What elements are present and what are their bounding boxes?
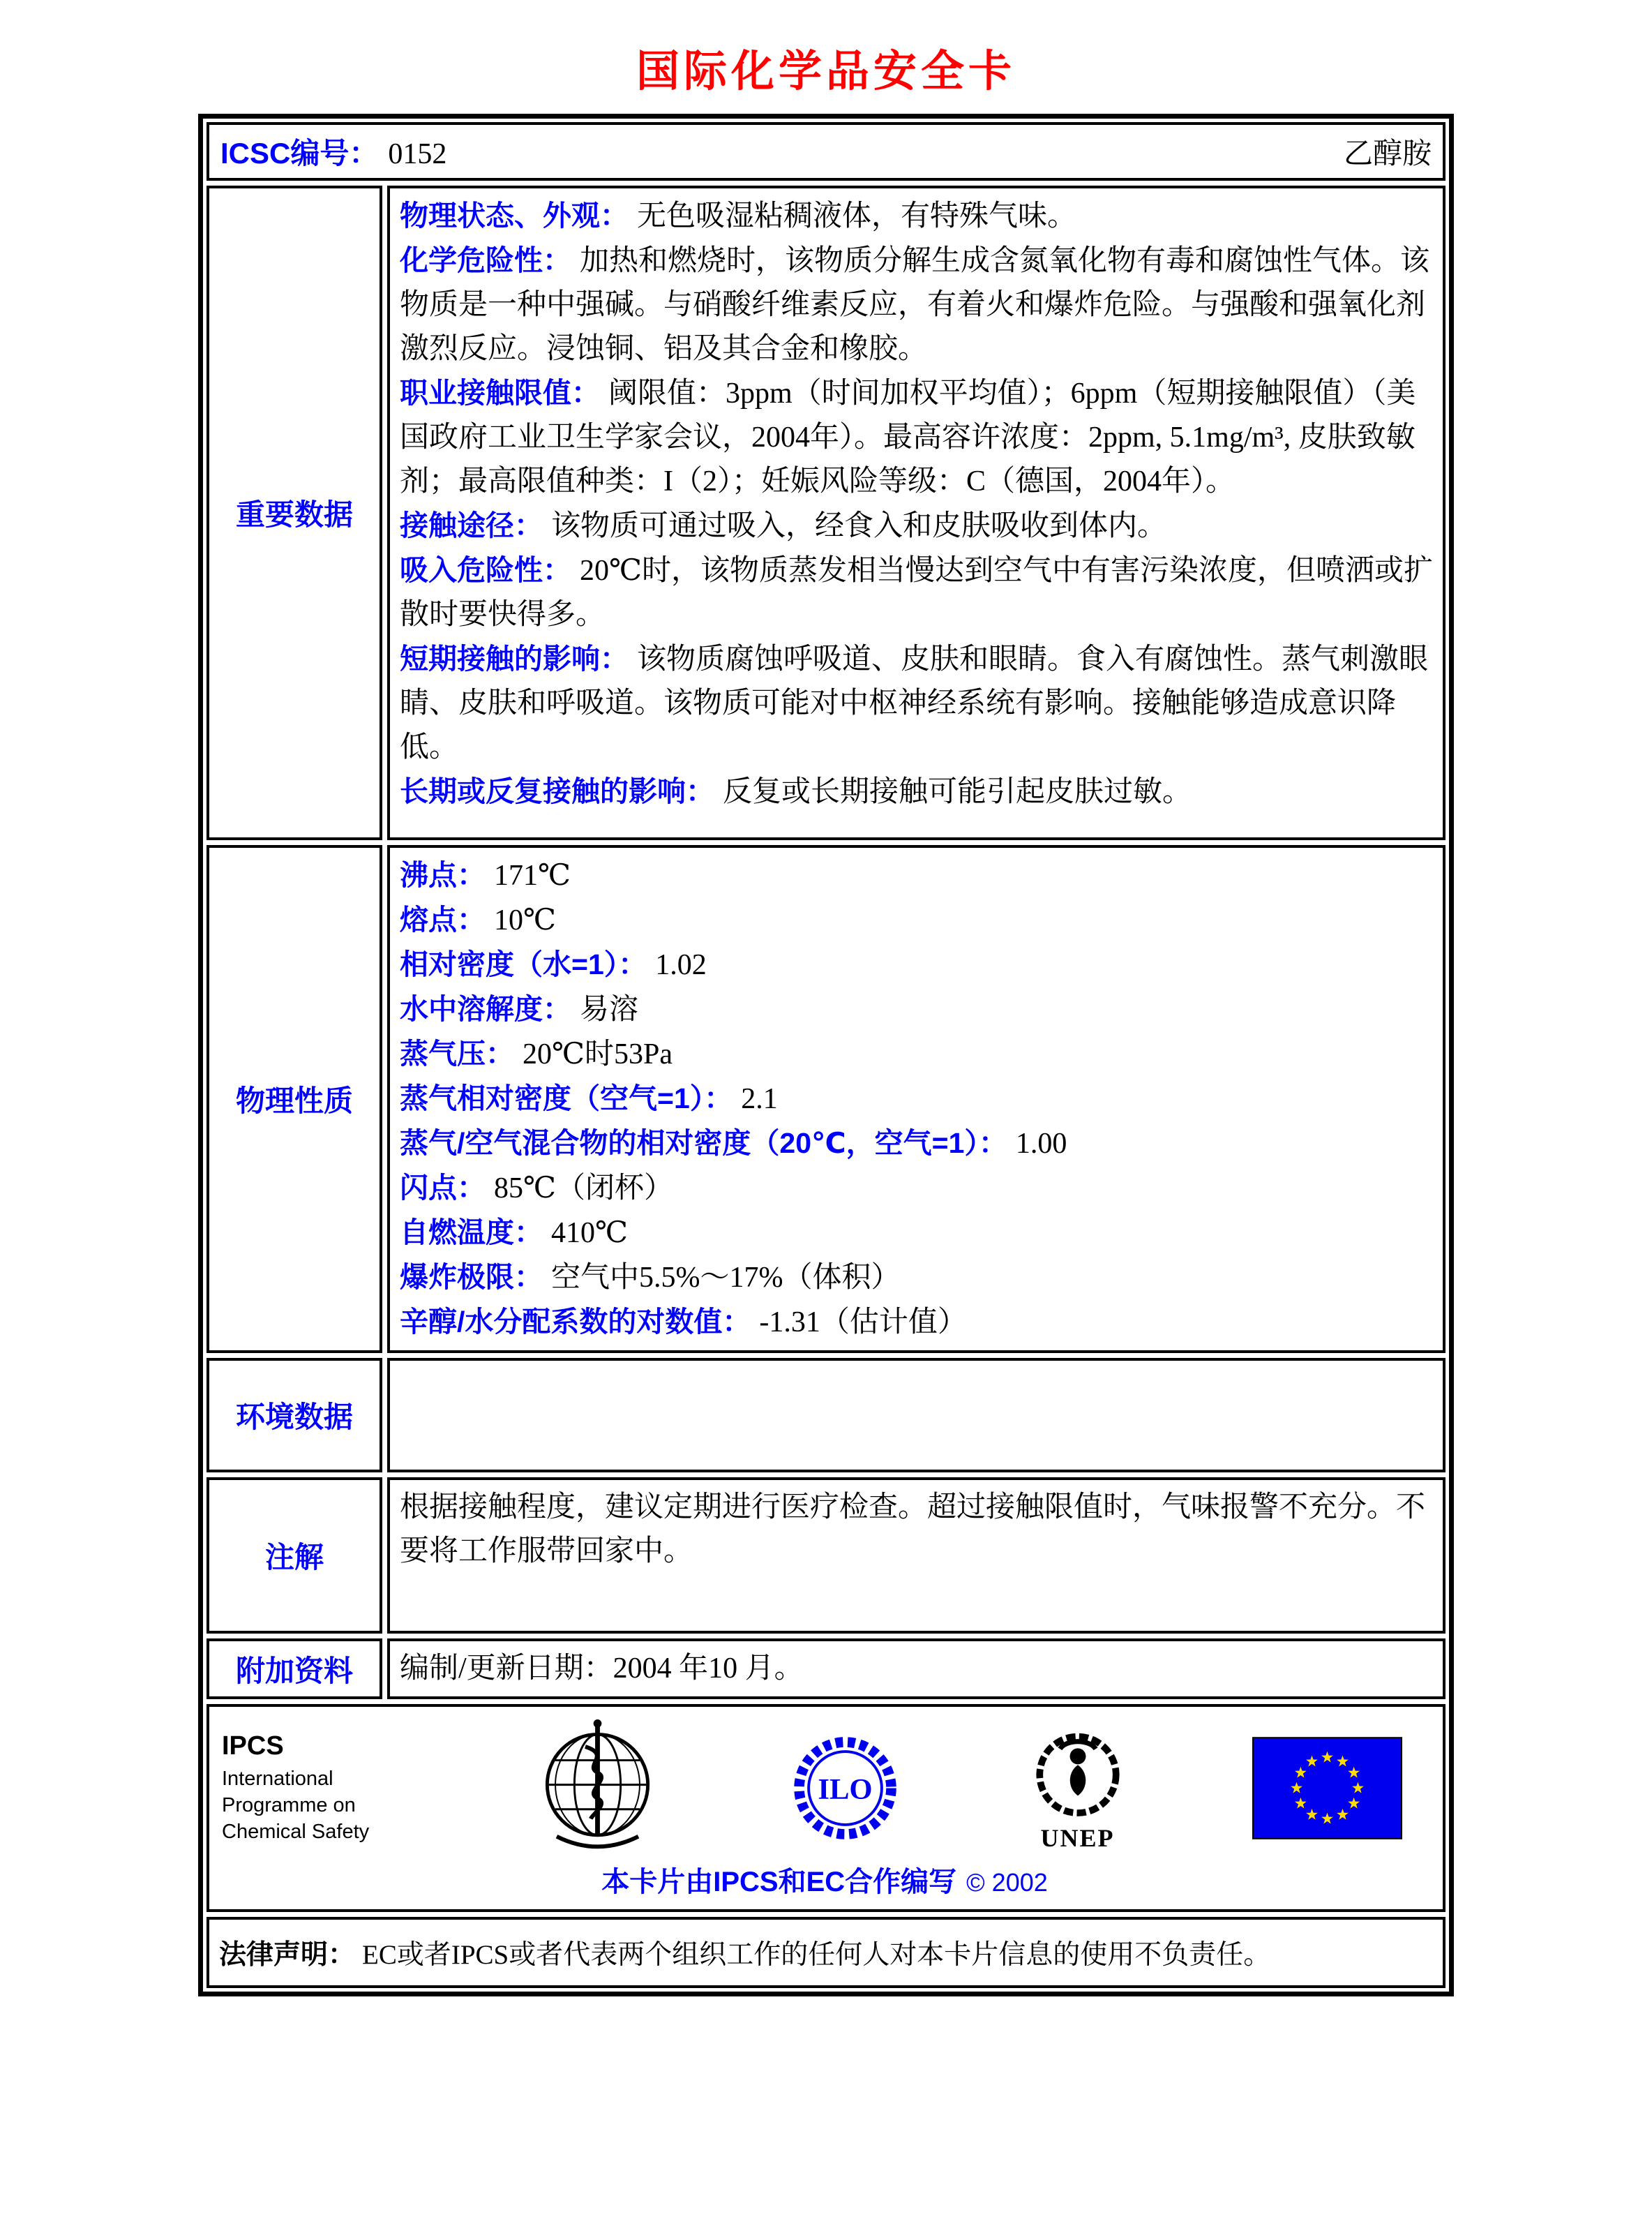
section-label: 重要数据 [235, 498, 353, 531]
field-value: 85℃（闭杯） [494, 1172, 673, 1204]
field-label: 熔点： [400, 904, 486, 936]
field-line [400, 770, 1433, 814]
who-logo [530, 1717, 666, 1860]
field-label: 相对密度（水=1）： [400, 948, 647, 980]
notes-content-cell [387, 1477, 1446, 1634]
row-notes [206, 1477, 1446, 1634]
ilo-wordmark: ILO [818, 1773, 873, 1807]
field-label: 物理状态、外观： [400, 200, 629, 232]
ipcs-title: IPCS [222, 1731, 284, 1761]
important-data-label-cell [206, 186, 382, 840]
field-line [400, 943, 1433, 987]
field-line [400, 371, 1433, 504]
field-line [400, 637, 1433, 770]
additional-info-text: 编制/更新日期：2004 年10 月。 [400, 1652, 804, 1685]
ipcs-text-block [222, 1731, 407, 1845]
field-value: 1.00 [1015, 1128, 1067, 1160]
field-value: 反复或长期接触可能引起皮肤过敏。 [723, 776, 1192, 808]
field-line [400, 194, 1433, 239]
caption-text: 本卡片由IPCS和EC合作编写 [601, 1867, 957, 1897]
legal-label: 法律声明： [219, 1940, 356, 1970]
field-line [400, 987, 1433, 1032]
field-value: 20℃时，该物质蒸发相当慢达到空气中有害污染浓度，但喷洒或扩散时要快得多。 [400, 555, 1433, 631]
legal-text: EC或者IPCS或者代表两个组织工作的任何人对本卡片信息的使用不负责任。 [362, 1940, 1271, 1970]
field-label: 短期接触的影响： [400, 643, 629, 675]
section-label: 环境数据 [235, 1401, 353, 1433]
field-label: 辛醇/水分配系数的对数值： [400, 1306, 751, 1338]
important-data-content-cell [387, 186, 1446, 840]
field-label: 吸入危险性： [400, 554, 571, 586]
row-footer [206, 1704, 1446, 1912]
field-line [400, 1300, 1433, 1345]
eu-flag [1252, 1737, 1402, 1839]
field-line [400, 1211, 1433, 1255]
field-label: 接触途径： [400, 509, 543, 542]
field-label: 长期或反复接触的影响： [400, 775, 714, 807]
physical-properties-content-cell [387, 845, 1446, 1353]
ilo-logo [788, 1731, 903, 1846]
header-cell [206, 122, 1446, 181]
row-environmental-data [206, 1358, 1446, 1472]
field-value: 加热和燃烧时，该物质分解生成含氮氧化物有毒和腐蚀性气体。该物质是一种中强碱。与硝酸纤维素反应，有着火和爆炸危险。与强酸和强氧化剂激烈反应。浸蚀铜、铝及其合金和橡胶。 [400, 245, 1430, 365]
field-value: 171℃ [494, 860, 571, 892]
environmental-data-content-cell [387, 1358, 1446, 1472]
field-line [400, 548, 1433, 637]
field-label: 蒸气/空气混合物的相对密度（20℃，空气=1）： [400, 1127, 1007, 1159]
additional-info-label-cell [206, 1638, 382, 1699]
field-label: 化学危险性： [400, 244, 571, 276]
field-label: 沸点： [400, 859, 486, 891]
unep-logo-block [1026, 1724, 1130, 1853]
row-important-data [206, 186, 1446, 840]
field-label: 水中溶解度： [400, 993, 571, 1025]
field-value: 阈限值：3ppm（时间加权平均值）；6ppm（短期接触限值）（美国政府工业卫生学家会议，2004年）。最高容许浓度：2ppm, 5.1mg/m³, 皮肤致敏剂；最高限值种类：I（2）；妊娠风险等级：C（德国，2004年）。 [400, 378, 1416, 498]
field-value: 1.02 [655, 949, 707, 981]
field-line [400, 1255, 1433, 1300]
field-line [400, 1032, 1433, 1077]
field-value: -1.31（估计值） [759, 1306, 967, 1338]
section-label: 注解 [264, 1541, 324, 1574]
field-label: 蒸气相对密度（空气=1）： [400, 1082, 733, 1114]
unep-logo [1026, 1724, 1130, 1829]
environmental-data-label-cell [206, 1358, 382, 1472]
field-line [400, 1121, 1433, 1166]
field-line [400, 1077, 1433, 1121]
row-additional-info [206, 1638, 1446, 1699]
notes-label-cell [206, 1477, 382, 1634]
caption-copyright: © 2002 [966, 1868, 1048, 1897]
ipcs-line: International [222, 1768, 333, 1790]
section-label: 物理性质 [235, 1084, 353, 1117]
field-line [400, 898, 1433, 943]
field-label: 蒸气压： [400, 1038, 514, 1070]
section-label: 附加资料 [235, 1654, 353, 1687]
field-value: 20℃时53Pa [523, 1038, 673, 1070]
ipcs-line: Programme on [222, 1794, 356, 1816]
field-value: 2.1 [741, 1083, 778, 1115]
field-line [400, 853, 1433, 898]
footer-logos [219, 1714, 1430, 1860]
icsc-card-table [198, 114, 1454, 1996]
field-line [400, 239, 1433, 371]
field-value: 410℃ [551, 1217, 628, 1249]
row-legal [206, 1917, 1446, 1988]
field-value: 该物质可通过吸入，经食入和皮肤吸收到体内。 [551, 510, 1167, 542]
field-label: 爆炸极限： [400, 1261, 543, 1293]
icsc-number-value: 0152 [388, 138, 447, 170]
field-label: 闪点： [400, 1172, 486, 1204]
page-title: 国际化学品安全卡 [636, 48, 1016, 96]
legal-cell [206, 1917, 1446, 1988]
field-value: 10℃ [494, 904, 556, 936]
ipcs-line: Chemical Safety [222, 1821, 370, 1843]
field-value: 该物质腐蚀呼吸道、皮肤和眼睛。食入有腐蚀性。蒸气刺激眼睛、皮肤和呼吸道。该物质可能对中枢神经系统有影响。接触能够造成意识降低。 [400, 643, 1429, 763]
footer-caption [219, 1860, 1430, 1905]
footer-cell [206, 1704, 1446, 1912]
notes-text: 根据接触程度，建议定期进行医疗检查。超过接触限值时，气味报警不充分。不要将工作服带回家中。 [400, 1491, 1426, 1567]
field-line [400, 1166, 1433, 1211]
icsc-number-group [220, 130, 446, 172]
chemical-name: 乙醇胺 [1343, 138, 1432, 170]
field-label: 自燃温度： [400, 1216, 543, 1248]
unep-wordmark: UNEP [1040, 1823, 1115, 1852]
icsc-number-label: ICSC编号： [220, 137, 379, 170]
row-header [206, 122, 1446, 181]
field-value: 空气中5.5%～17%（体积） [551, 1262, 901, 1294]
row-physical-properties [206, 845, 1446, 1353]
field-line [400, 504, 1433, 548]
physical-properties-label-cell [206, 845, 382, 1353]
field-label: 职业接触限值： [400, 377, 600, 409]
additional-info-content-cell [387, 1638, 1446, 1699]
field-value: 无色吸湿粘稠液体，有特殊气味。 [637, 200, 1077, 232]
field-value: 易溶 [580, 994, 639, 1026]
